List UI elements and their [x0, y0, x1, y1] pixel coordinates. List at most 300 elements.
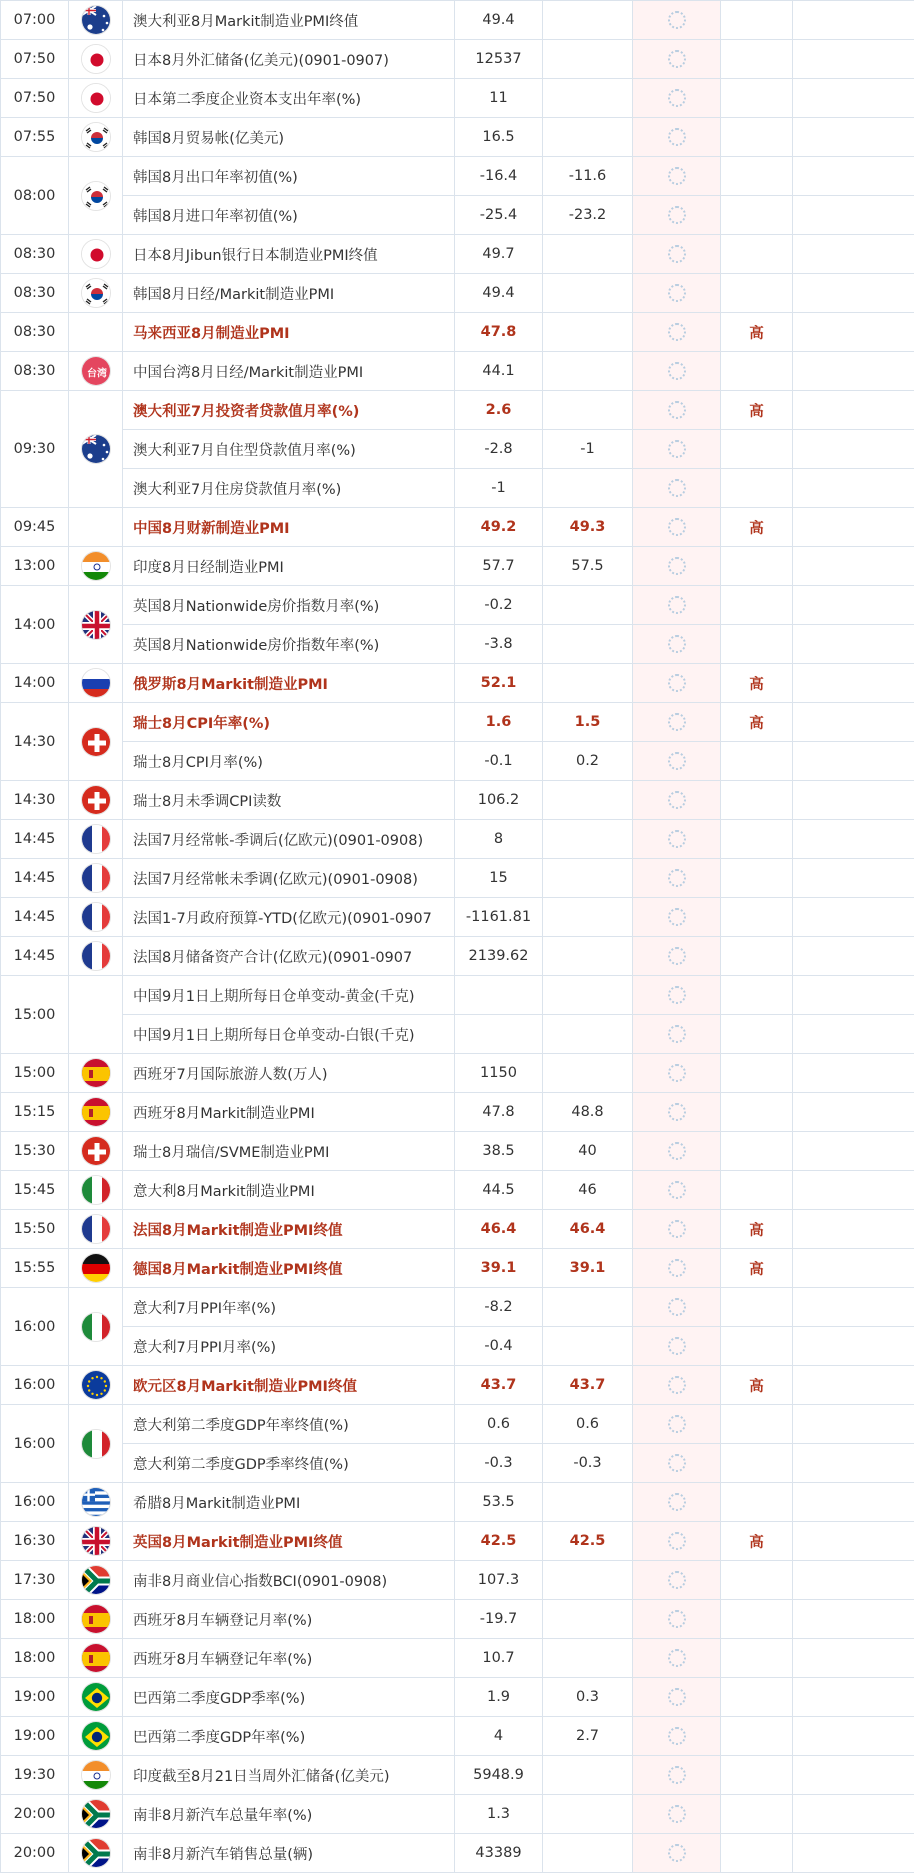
flag-cell [69, 781, 123, 820]
event-row [1, 937, 914, 976]
event-row [1, 1288, 914, 1327]
forecast-value [543, 40, 633, 79]
empty-cell [793, 352, 914, 391]
loading-spinner-icon [668, 1454, 686, 1472]
event-row [1, 1249, 914, 1288]
loading-spinner-icon [668, 1298, 686, 1316]
ch-flag-icon [81, 1136, 111, 1166]
event-name[interactable]: 欧元区8月Markit制造业PMI终值 [123, 1366, 455, 1405]
event-time: 17:30 [1, 1561, 69, 1600]
loading-spinner-icon [668, 1493, 686, 1511]
empty-cell [793, 703, 914, 742]
event-name[interactable]: 巴西第二季度GDP年率(%) [123, 1717, 455, 1756]
importance-label [721, 235, 793, 274]
importance-label: 高 [721, 508, 793, 547]
event-name[interactable]: 意大利7月PPI月率(%) [123, 1327, 455, 1366]
flag-cell [69, 1522, 123, 1561]
event-name[interactable]: 中国9月1日上期所每日仓单变动-黄金(千克) [123, 976, 455, 1015]
actual-value [633, 1327, 721, 1366]
event-name[interactable]: 瑞士8月CPI年率(%) [123, 703, 455, 742]
flag-cell [69, 40, 123, 79]
importance-label [721, 1678, 793, 1717]
event-name[interactable]: 西班牙8月车辆登记月率(%) [123, 1600, 455, 1639]
importance-label [721, 1405, 793, 1444]
event-name[interactable]: 意大利7月PPI年率(%) [123, 1288, 455, 1327]
importance-label [721, 1795, 793, 1834]
event-time: 08:30 [1, 274, 69, 313]
loading-spinner-icon [668, 1688, 686, 1706]
event-time: 18:00 [1, 1639, 69, 1678]
flag-cell [69, 1834, 123, 1873]
flag-cell [69, 1405, 123, 1483]
loading-spinner-icon [668, 1766, 686, 1784]
empty-cell [793, 625, 914, 664]
actual-value [633, 547, 721, 586]
jp-flag-icon [81, 239, 111, 269]
event-time: 14:45 [1, 898, 69, 937]
forecast-value: 0.3 [543, 1678, 633, 1717]
flag-cell [69, 79, 123, 118]
event-row [1, 586, 914, 625]
event-time: 09:30 [1, 391, 69, 508]
ch-flag-icon [81, 727, 111, 757]
importance-label [721, 1600, 793, 1639]
actual-value [633, 937, 721, 976]
importance-label [721, 352, 793, 391]
forecast-value [543, 1, 633, 40]
previous-value: 47.8 [455, 313, 543, 352]
event-name[interactable]: 英国8月Markit制造业PMI终值 [123, 1522, 455, 1561]
event-name[interactable]: 西班牙8月Markit制造业PMI [123, 1093, 455, 1132]
importance-label [721, 1171, 793, 1210]
loading-spinner-icon [668, 674, 686, 692]
event-name[interactable]: 瑞士8月瑞信/SVME制造业PMI [123, 1132, 455, 1171]
event-name[interactable]: 英国8月Nationwide房价指数月率(%) [123, 586, 455, 625]
forecast-value: 48.8 [543, 1093, 633, 1132]
flag-cell [69, 1639, 123, 1678]
event-row [1, 235, 914, 274]
flag-cell [69, 391, 123, 508]
event-row [1, 1444, 914, 1483]
event-row [1, 1522, 914, 1561]
flag-cell [69, 820, 123, 859]
actual-value [633, 703, 721, 742]
previous-value: 44.5 [455, 1171, 543, 1210]
actual-value [633, 1717, 721, 1756]
previous-value: 0.6 [455, 1405, 543, 1444]
event-name[interactable]: 澳大利亚7月住房贷款值月率(%) [123, 469, 455, 508]
previous-value: -0.1 [455, 742, 543, 781]
tw-flag-icon [81, 356, 111, 386]
loading-spinner-icon [668, 206, 686, 224]
flag-cell [69, 313, 123, 352]
forecast-value [543, 586, 633, 625]
event-name[interactable]: 南非8月商业信心指数BCI(0901-0908) [123, 1561, 455, 1600]
empty-cell [793, 157, 914, 196]
flag-cell [69, 1054, 123, 1093]
loading-spinner-icon [668, 635, 686, 653]
flag-cell [69, 1561, 123, 1600]
event-time: 08:30 [1, 313, 69, 352]
empty-cell [793, 1, 914, 40]
event-row [1, 1717, 914, 1756]
event-name[interactable]: 英国8月Nationwide房价指数年率(%) [123, 625, 455, 664]
event-row [1, 1834, 914, 1873]
loading-spinner-icon [668, 1610, 686, 1628]
loading-spinner-icon [668, 1220, 686, 1238]
flag-cell [69, 1366, 123, 1405]
in-flag-icon [81, 551, 111, 581]
previous-value: 11 [455, 79, 543, 118]
empty-cell [793, 1288, 914, 1327]
event-time: 20:00 [1, 1795, 69, 1834]
event-name[interactable]: 中国台湾8月日经/Markit制造业PMI [123, 352, 455, 391]
forecast-value [543, 937, 633, 976]
forecast-value: -1 [543, 430, 633, 469]
empty-cell [793, 1444, 914, 1483]
event-time: 16:00 [1, 1288, 69, 1366]
forecast-value [543, 1483, 633, 1522]
actual-value [633, 1288, 721, 1327]
previous-value: 52.1 [455, 664, 543, 703]
importance-label [721, 586, 793, 625]
loading-spinner-icon [668, 596, 686, 614]
actual-value [633, 1483, 721, 1522]
event-name[interactable]: 法国8月Markit制造业PMI终值 [123, 1210, 455, 1249]
empty-cell [793, 1132, 914, 1171]
loading-spinner-icon [668, 1142, 686, 1160]
event-name[interactable]: 希腊8月Markit制造业PMI [123, 1483, 455, 1522]
loading-spinner-icon [668, 947, 686, 965]
event-name[interactable]: 韩国8月日经/Markit制造业PMI [123, 274, 455, 313]
za-flag-icon [81, 1799, 111, 1829]
importance-label: 高 [721, 664, 793, 703]
event-name[interactable]: 南非8月新汽车销售总量(辆) [123, 1834, 455, 1873]
jp-flag-icon [81, 83, 111, 113]
flag-cell [69, 1795, 123, 1834]
au-flag-icon [81, 434, 111, 464]
empty-cell [793, 1717, 914, 1756]
forecast-value: -23.2 [543, 196, 633, 235]
event-name[interactable]: 韩国8月出口年率初值(%) [123, 157, 455, 196]
actual-value [633, 1, 721, 40]
es-flag-icon [81, 1643, 111, 1673]
actual-value [633, 781, 721, 820]
loading-spinner-icon [668, 1844, 686, 1862]
event-time: 16:00 [1, 1405, 69, 1483]
forecast-value [543, 1327, 633, 1366]
forecast-value: 1.5 [543, 703, 633, 742]
event-time: 14:45 [1, 937, 69, 976]
event-row [1, 1210, 914, 1249]
actual-value [633, 1210, 721, 1249]
event-time: 16:00 [1, 1483, 69, 1522]
empty-cell [793, 664, 914, 703]
event-row [1, 274, 914, 313]
importance-label [721, 859, 793, 898]
event-time: 15:45 [1, 1171, 69, 1210]
previous-value: 1.6 [455, 703, 543, 742]
event-name[interactable]: 澳大利亚8月Markit制造业PMI终值 [123, 1, 455, 40]
previous-value: 16.5 [455, 118, 543, 157]
event-name[interactable]: 印度截至8月21日当周外汇储备(亿美元) [123, 1756, 455, 1795]
flag-cell [69, 547, 123, 586]
loading-spinner-icon [668, 518, 686, 536]
event-time: 07:50 [1, 40, 69, 79]
forecast-value: 46 [543, 1171, 633, 1210]
actual-value [633, 1561, 721, 1600]
actual-value [633, 1093, 721, 1132]
event-name[interactable]: 瑞士8月未季调CPI读数 [123, 781, 455, 820]
empty-cell [793, 547, 914, 586]
event-name[interactable]: 日本8月外汇储备(亿美元)(0901-0907) [123, 40, 455, 79]
actual-value [633, 157, 721, 196]
flag-cell [69, 703, 123, 781]
es-flag-icon [81, 1604, 111, 1634]
importance-label [721, 1639, 793, 1678]
loading-spinner-icon [668, 1025, 686, 1043]
loading-spinner-icon [668, 167, 686, 185]
event-name[interactable]: 意大利第二季度GDP年率终值(%) [123, 1405, 455, 1444]
loading-spinner-icon [668, 713, 686, 731]
event-time: 19:00 [1, 1717, 69, 1756]
actual-value [633, 118, 721, 157]
empty-cell [793, 1054, 914, 1093]
importance-label [721, 274, 793, 313]
importance-label [721, 1015, 793, 1054]
previous-value: 12537 [455, 40, 543, 79]
it-flag-icon [81, 1175, 111, 1205]
importance-label [721, 898, 793, 937]
event-name[interactable]: 法国1-7月政府预算-YTD(亿欧元)(0901-0907 [123, 898, 455, 937]
actual-value [633, 1054, 721, 1093]
actual-value [633, 898, 721, 937]
previous-value: 53.5 [455, 1483, 543, 1522]
importance-label [721, 1483, 793, 1522]
previous-value: -16.4 [455, 157, 543, 196]
event-row [1, 664, 914, 703]
event-row [1, 1327, 914, 1366]
event-time: 13:00 [1, 547, 69, 586]
previous-value: 44.1 [455, 352, 543, 391]
actual-value [633, 1678, 721, 1717]
event-name[interactable]: 意大利8月Markit制造业PMI [123, 1171, 455, 1210]
forecast-value: 43.7 [543, 1366, 633, 1405]
loading-spinner-icon [668, 11, 686, 29]
loading-spinner-icon [668, 986, 686, 1004]
forecast-value [543, 1756, 633, 1795]
event-name[interactable]: 俄罗斯8月Markit制造业PMI [123, 664, 455, 703]
actual-value [633, 1405, 721, 1444]
event-name[interactable]: 西班牙8月车辆登记年率(%) [123, 1639, 455, 1678]
flag-cell [69, 1288, 123, 1366]
event-name[interactable]: 中国9月1日上期所每日仓单变动-白银(千克) [123, 1015, 455, 1054]
event-name[interactable]: 印度8月日经制造业PMI [123, 547, 455, 586]
empty-cell [793, 820, 914, 859]
empty-cell [793, 1639, 914, 1678]
forecast-value: 40 [543, 1132, 633, 1171]
previous-value: -3.8 [455, 625, 543, 664]
actual-value [633, 586, 721, 625]
forecast-value: 42.5 [543, 1522, 633, 1561]
actual-value [633, 508, 721, 547]
event-row [1, 1093, 914, 1132]
event-time: 14:30 [1, 781, 69, 820]
previous-value: 39.1 [455, 1249, 543, 1288]
previous-value: -25.4 [455, 196, 543, 235]
event-name[interactable]: 西班牙7月国际旅游人数(万人) [123, 1054, 455, 1093]
event-time: 07:55 [1, 118, 69, 157]
forecast-value: 57.5 [543, 547, 633, 586]
importance-label [721, 1717, 793, 1756]
empty-cell [793, 1015, 914, 1054]
flag-cell [69, 1, 123, 40]
event-name[interactable]: 巴西第二季度GDP季率(%) [123, 1678, 455, 1717]
loading-spinner-icon [668, 752, 686, 770]
forecast-value [543, 469, 633, 508]
event-name[interactable]: 南非8月新汽车总量年率(%) [123, 1795, 455, 1834]
flag-cell [69, 664, 123, 703]
empty-cell [793, 781, 914, 820]
event-name[interactable]: 法国8月储备资产合计(亿欧元)(0901-0907 [123, 937, 455, 976]
flag-cell [69, 235, 123, 274]
forecast-value [543, 118, 633, 157]
event-row [1, 781, 914, 820]
loading-spinner-icon [668, 1649, 686, 1667]
forecast-value: 2.7 [543, 1717, 633, 1756]
event-name[interactable]: 意大利第二季度GDP季率终值(%) [123, 1444, 455, 1483]
importance-label [721, 742, 793, 781]
eu-flag-icon [81, 1370, 111, 1400]
event-name[interactable]: 马来西亚8月制造业PMI [123, 313, 455, 352]
importance-label: 高 [721, 1210, 793, 1249]
previous-value: -0.3 [455, 1444, 543, 1483]
event-row [1, 1132, 914, 1171]
empty-cell [793, 1366, 914, 1405]
event-name[interactable]: 中国8月财新制造业PMI [123, 508, 455, 547]
actual-value [633, 1015, 721, 1054]
previous-value: -0.4 [455, 1327, 543, 1366]
importance-label [721, 1834, 793, 1873]
actual-value [633, 1522, 721, 1561]
event-row [1, 547, 914, 586]
es-flag-icon [81, 1097, 111, 1127]
empty-cell [793, 430, 914, 469]
event-time: 14:00 [1, 664, 69, 703]
loading-spinner-icon [668, 128, 686, 146]
actual-value [633, 79, 721, 118]
fr-flag-icon [81, 1214, 111, 1244]
event-time: 15:55 [1, 1249, 69, 1288]
event-name[interactable]: 澳大利亚7月投资者贷款值月率(%) [123, 391, 455, 430]
importance-label [721, 196, 793, 235]
event-time: 15:00 [1, 1054, 69, 1093]
event-row [1, 1366, 914, 1405]
kr-flag-icon [81, 278, 111, 308]
importance-label: 高 [721, 703, 793, 742]
event-name[interactable]: 澳大利亚7月自住型贷款值月率(%) [123, 430, 455, 469]
event-row [1, 1405, 914, 1444]
event-name[interactable]: 法国7月经常帐未季调(亿欧元)(0901-0908) [123, 859, 455, 898]
forecast-value [543, 1834, 633, 1873]
event-name[interactable]: 瑞士8月CPI月率(%) [123, 742, 455, 781]
event-row [1, 1600, 914, 1639]
event-row [1, 625, 914, 664]
flag-cell [69, 859, 123, 898]
event-name[interactable]: 韩国8月进口年率初值(%) [123, 196, 455, 235]
actual-value [633, 391, 721, 430]
flag-cell [69, 274, 123, 313]
importance-label [721, 79, 793, 118]
previous-value: -19.7 [455, 1600, 543, 1639]
event-time: 20:00 [1, 1834, 69, 1873]
au-flag-icon [81, 5, 111, 35]
forecast-value [543, 1288, 633, 1327]
event-row [1, 430, 914, 469]
previous-value: 42.5 [455, 1522, 543, 1561]
flag-cell [69, 1600, 123, 1639]
previous-value: -1161.81 [455, 898, 543, 937]
empty-cell [793, 274, 914, 313]
loading-spinner-icon [668, 362, 686, 380]
empty-cell [793, 1405, 914, 1444]
event-name[interactable]: 韩国8月贸易帐(亿美元) [123, 118, 455, 157]
gb-flag-icon [81, 610, 111, 640]
forecast-value [543, 898, 633, 937]
empty-cell [793, 976, 914, 1015]
previous-value: 5948.9 [455, 1756, 543, 1795]
previous-value: 107.3 [455, 1561, 543, 1600]
br-flag-icon [81, 1682, 111, 1712]
loading-spinner-icon [668, 401, 686, 419]
previous-value: 38.5 [455, 1132, 543, 1171]
flag-cell [69, 1132, 123, 1171]
importance-label [721, 1327, 793, 1366]
forecast-value: -0.3 [543, 1444, 633, 1483]
fr-flag-icon [81, 941, 111, 971]
loading-spinner-icon [668, 869, 686, 887]
empty-cell [793, 1756, 914, 1795]
importance-label [721, 1132, 793, 1171]
importance-label [721, 976, 793, 1015]
event-name[interactable]: 德国8月Markit制造业PMI终值 [123, 1249, 455, 1288]
loading-spinner-icon [668, 1727, 686, 1745]
event-name[interactable]: 法国7月经常帐-季调后(亿欧元)(0901-0908) [123, 820, 455, 859]
it-flag-icon [81, 1312, 111, 1342]
importance-label [721, 118, 793, 157]
event-time: 08:00 [1, 157, 69, 235]
event-time: 14:30 [1, 703, 69, 781]
event-name[interactable]: 日本8月Jibun银行日本制造业PMI终值 [123, 235, 455, 274]
fr-flag-icon [81, 824, 111, 854]
forecast-value [543, 1054, 633, 1093]
svg-text:台湾: 台湾 [86, 368, 107, 380]
event-time: 08:30 [1, 235, 69, 274]
event-row [1, 1561, 914, 1600]
actual-value [633, 196, 721, 235]
loading-spinner-icon [668, 908, 686, 926]
loading-spinner-icon [668, 791, 686, 809]
flag-cell [69, 976, 123, 1054]
event-row [1, 313, 914, 352]
event-time: 14:00 [1, 586, 69, 664]
flag-cell [69, 1756, 123, 1795]
previous-value: 106.2 [455, 781, 543, 820]
previous-value: 8 [455, 820, 543, 859]
event-time: 07:50 [1, 79, 69, 118]
event-name[interactable]: 日本第二季度企业资本支出年率(%) [123, 79, 455, 118]
forecast-value: 46.4 [543, 1210, 633, 1249]
